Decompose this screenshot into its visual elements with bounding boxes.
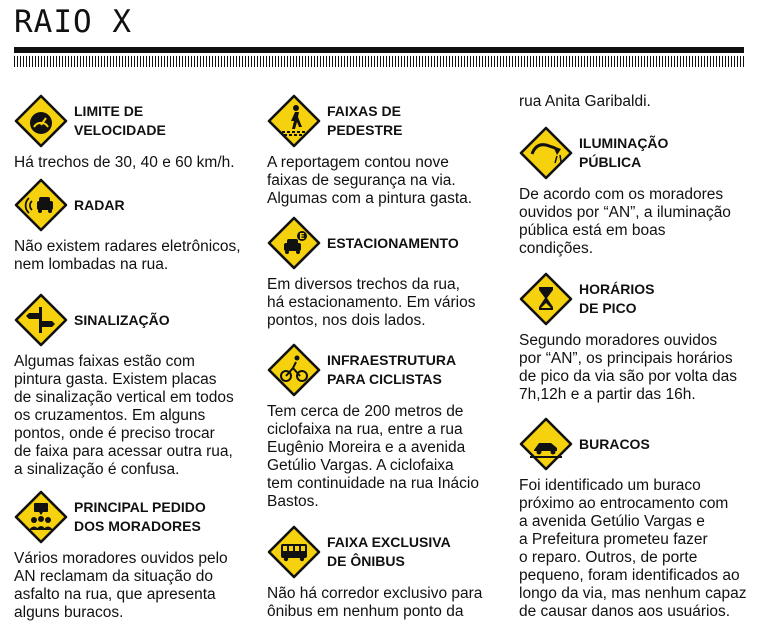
- info-item-header: [267, 216, 505, 276]
- info-item-title-line: INFRAESTRUTURA: [327, 352, 457, 368]
- info-item-text-line: De acordo com os moradores: [519, 186, 724, 203]
- info-item-text-line: de causar danos aos usuários.: [519, 603, 731, 620]
- info-item-text: [267, 154, 505, 208]
- cyclist-icon: [267, 343, 321, 397]
- info-item-title: [74, 490, 206, 544]
- info-item-title: [74, 293, 170, 347]
- info-item-header: [267, 525, 505, 585]
- info-item-request: [14, 490, 252, 622]
- info-item-title-line: DOS MORADORES: [74, 518, 201, 534]
- info-item-title-line: HORÁRIOS: [579, 281, 655, 297]
- info-item-title: [327, 216, 459, 270]
- info-item-text-line: há estacionamento. Em vários: [267, 294, 476, 311]
- info-item-header: [267, 343, 505, 403]
- info-item-bus: [267, 525, 505, 621]
- people-speech-icon: [14, 490, 68, 544]
- info-item-text-line: Eugênio Moreira e a avenida: [267, 439, 466, 456]
- info-item-header: [519, 272, 757, 332]
- info-item-text-line: pequeno, foram identificados ao: [519, 567, 740, 584]
- info-item-text: [14, 353, 252, 479]
- info-item-text-line: próximo ao entrocamento com: [519, 495, 729, 512]
- info-item-title: [74, 94, 166, 148]
- info-item-title-line: PARA CICLISTAS: [327, 371, 442, 387]
- bus-icon: [267, 525, 321, 579]
- info-item-text-line: a avenida Getúlio Vargas e: [519, 513, 705, 530]
- info-item-title-line: PEDESTRE: [327, 122, 403, 138]
- pothole-car-icon: [519, 417, 573, 471]
- info-item-text-line: Em diversos trechos da rua,: [267, 276, 460, 293]
- info-item-lighting: [519, 126, 757, 258]
- info-item-signs: [14, 293, 252, 479]
- info-item-text-line: alguns buracos.: [14, 604, 124, 621]
- info-item-title: [74, 178, 125, 232]
- info-item-title: [327, 343, 456, 397]
- info-item-header: [519, 417, 757, 477]
- street-light-icon: [519, 126, 573, 180]
- info-item-text-line: Foi identificado um buraco: [519, 477, 701, 494]
- info-item-text-line: Getúlio Vargas. A ciclofaixa: [267, 457, 454, 474]
- signpost-icon: [14, 293, 68, 347]
- info-item-parking: [267, 216, 505, 330]
- info-item-header: [267, 94, 505, 154]
- info-item-text-line: Não há corredor exclusivo para: [267, 585, 483, 602]
- pedestrian-icon: [267, 94, 321, 148]
- info-item-header: [519, 126, 757, 186]
- info-item-text: [519, 332, 757, 404]
- info-item-text-line: Algumas com a pintura gasta.: [267, 190, 473, 207]
- title-hatch: [14, 56, 744, 67]
- info-item-text: [519, 477, 757, 621]
- info-item-text-line: Há trechos de 30, 40 e 60 km/h.: [14, 154, 235, 171]
- info-item-text: [14, 550, 252, 622]
- info-item-text-line: ônibus em nenhum ponto da: [267, 603, 464, 620]
- svg-text:E: E: [299, 232, 305, 241]
- info-item-text-line: A reportagem contou nove: [267, 154, 449, 171]
- info-item-text-line: a sinalização é confusa.: [14, 461, 180, 478]
- info-item-text-line: o reparo. Outros, de porte: [519, 549, 698, 566]
- page-title: RAIO X: [14, 4, 132, 40]
- info-item-text-line: pintura gasta. Existem placas: [14, 371, 217, 388]
- info-item-title-line: PRINCIPAL PEDIDO: [74, 499, 206, 515]
- info-item-title-line: FAIXA EXCLUSIVA: [327, 534, 451, 550]
- info-item-header: [14, 94, 252, 154]
- info-item-title-line: DE PICO: [579, 300, 637, 316]
- info-item-text-line: Tem cerca de 200 metros de: [267, 403, 464, 420]
- info-item-title-line: ESTACIONAMENTO: [327, 234, 459, 251]
- info-item-text: [14, 238, 252, 274]
- info-item-crosswalk: [267, 94, 505, 208]
- info-item-text-line: Algumas faixas estão com: [14, 353, 195, 370]
- info-item-peak: [519, 272, 757, 404]
- info-item-title-line: PÚBLICA: [579, 154, 642, 170]
- info-item-header: [14, 178, 252, 238]
- info-item-header: [14, 293, 252, 353]
- info-item-title-line: LIMITE DE: [74, 103, 144, 119]
- info-item-text-line: tem continuidade na rua Inácio: [267, 475, 479, 492]
- info-item-text: [267, 276, 505, 330]
- info-item-title-line: VELOCIDADE: [74, 122, 166, 138]
- info-item-text-line: pública está em boas: [519, 222, 666, 239]
- info-item-title-line: DE ÔNIBUS: [327, 553, 405, 569]
- info-item-title: [579, 126, 668, 180]
- info-item-text-line: Não existem radares eletrônicos,: [14, 238, 241, 255]
- info-item-title-line: ILUMINAÇÃO: [579, 135, 669, 151]
- info-item-title: [327, 525, 451, 579]
- info-item-title: [579, 272, 654, 326]
- info-item-text-line: a Prefeitura prometeu fazer: [519, 531, 708, 548]
- info-item-text-line: Segundo moradores ouvidos: [519, 332, 718, 349]
- title-rule: [14, 47, 744, 53]
- info-item-text: [267, 403, 505, 511]
- radar-car-icon: [14, 178, 68, 232]
- info-item-text-line: ouvidos por “AN”, a iluminação: [519, 204, 731, 221]
- info-item-text-line: ciclofaixa na rua, entre a rua: [267, 421, 463, 438]
- info-item-text-line: de faixa para acessar outra rua,: [14, 443, 233, 460]
- info-item-text-line: por “AN”, os principais horários: [519, 350, 733, 367]
- info-item-text: [519, 186, 757, 258]
- info-item-text-line: Bastos.: [267, 493, 319, 510]
- info-item-speed: [14, 94, 252, 172]
- info-item-text-line: os cruzamentos. Em alguns: [14, 407, 206, 424]
- info-item-text-line: faixas de segurança na via.: [267, 172, 456, 189]
- info-item-text-line: de pico da via são por volta das: [519, 368, 737, 385]
- info-item-title-line: RADAR: [74, 196, 125, 213]
- info-item-text-line: nem lombadas na rua.: [14, 256, 169, 273]
- info-item-text-line: asfalto na rua, que apresenta: [14, 586, 216, 603]
- info-item-text-line: pontos, onde é preciso trocar: [14, 425, 215, 442]
- hourglass-icon: [519, 272, 573, 326]
- info-item-text-line: AN reclamam da situação do: [14, 568, 214, 585]
- speedometer-icon: [14, 94, 68, 148]
- info-item-text-line: condições.: [519, 240, 594, 257]
- info-item-text: [267, 585, 505, 621]
- info-item-radar: [14, 178, 252, 274]
- info-item-title: [579, 417, 650, 471]
- info-item-title-line: BURACOS: [579, 435, 650, 452]
- parking-icon: [267, 216, 321, 270]
- info-item-title-line: FAIXAS DE: [327, 103, 401, 119]
- info-item-text-line: pontos, nos dois lados.: [267, 312, 426, 329]
- info-item-title: [327, 94, 402, 148]
- info-item-text-line: Vários moradores ouvidos pelo: [14, 550, 228, 567]
- info-item-text: [14, 154, 252, 172]
- column3-continuation: rua Anita Garibaldi.: [519, 93, 651, 110]
- info-item-text-line: longo da via, mas nenhum capaz: [519, 585, 747, 602]
- info-item-title-line: SINALIZAÇÃO: [74, 311, 170, 328]
- info-item-holes: [519, 417, 757, 621]
- info-item-text-line: de sinalização vertical em todos: [14, 389, 234, 406]
- info-item-header: [14, 490, 252, 550]
- info-item-text-line: 7h,12h e a partir das 16h.: [519, 386, 696, 403]
- info-item-bike: [267, 343, 505, 511]
